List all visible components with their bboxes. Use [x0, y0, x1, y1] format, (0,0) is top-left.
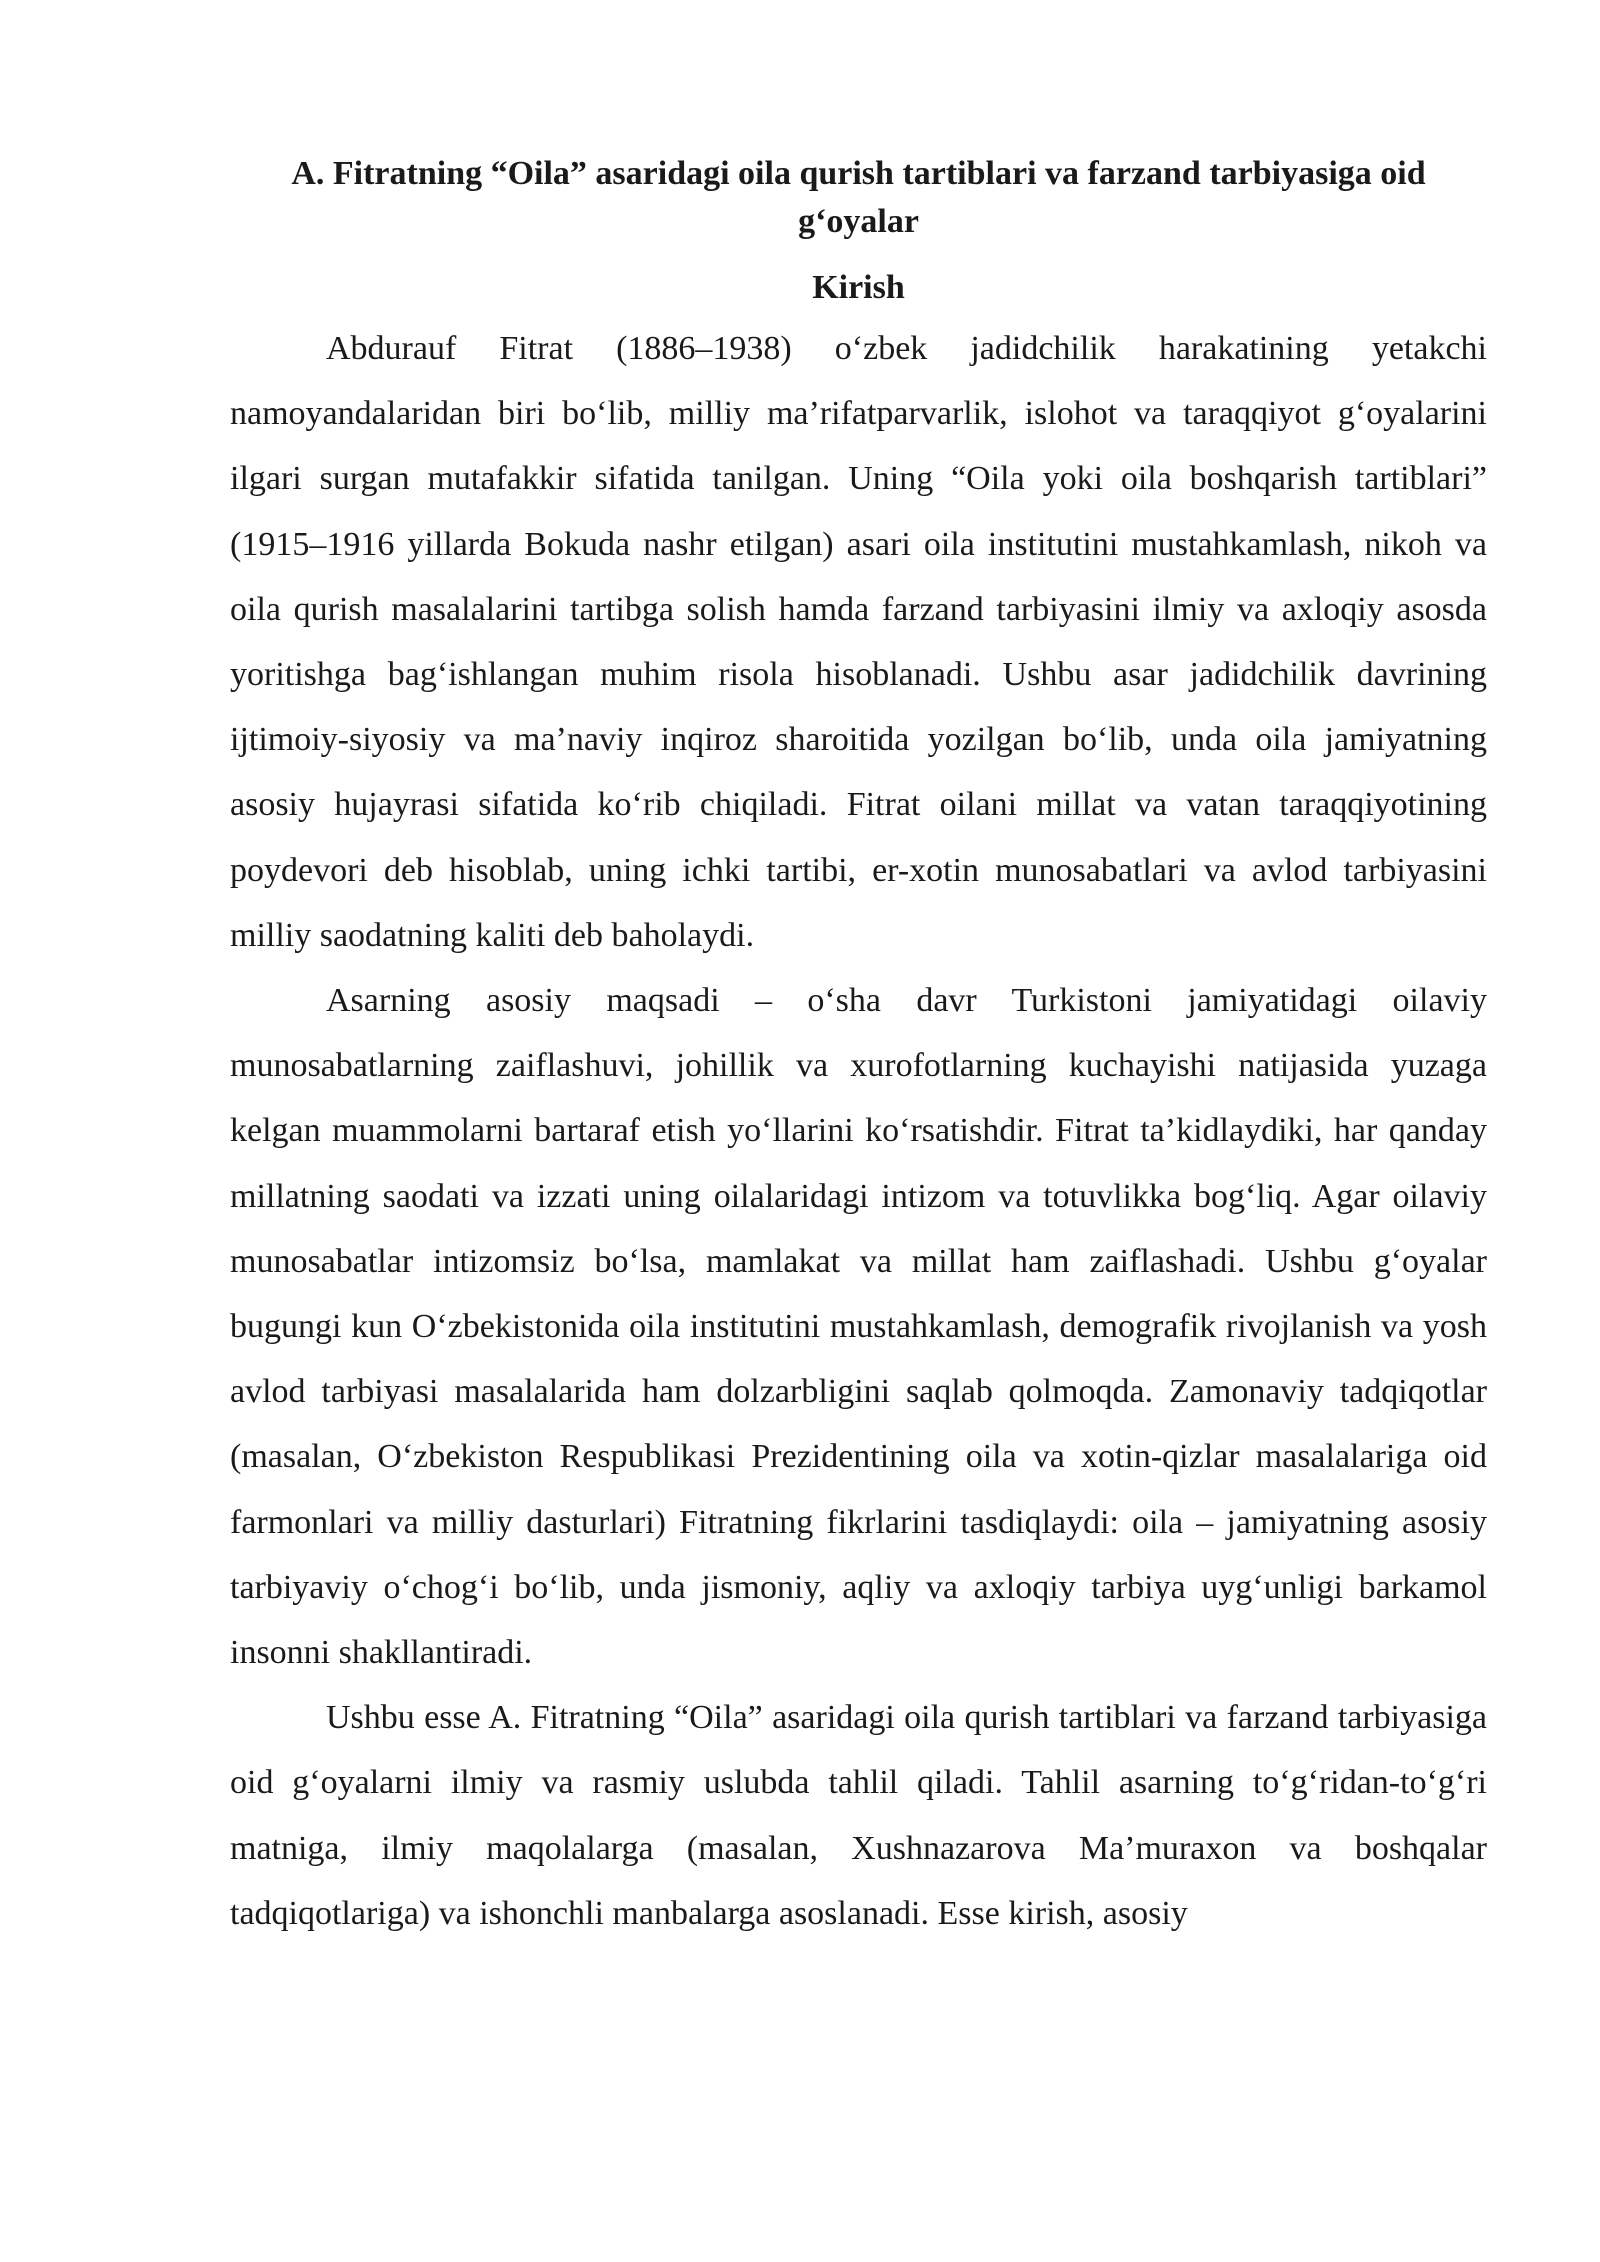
section-heading-kirish: Kirish	[812, 269, 905, 306]
paragraph-2: Asarning asosiy maqsadi – o‘sha davr Turkistoni jamiyatidagi oilaviy munosabatlarning zaiflashuvi, johillik va xurofotlarning kuchayishi natijasida yuzaga kelgan muammolarni bartaraf etish yo‘llarini ko‘rsatishdir. Fitrat ta’kidlaydiki, har qanday millatning saodati va izzati uning oilalaridagi intizom va totuvlikka bog‘liq. Agar oilaviy munosabatlar intizomsiz bo‘lsa, mamlakat va millat ham zaiflashadi. Ushbu g‘oyalar bugungi kun O‘zbekistonida oila institutini mustahkamlash, demografik rivojlanish va yosh avlod tarbiyasi masalalarida ham dolzarbligini saqlab qolmoqda. Zamonaviy tadqiqotlar (masalan, O‘zbekiston Respublikasi Prezidentining oila va xotin-qizlar masalalariga oid farmonlari va milliy dasturlari) Fitratning fikrlarini tasdiqlaydi: oila – jamiyatning asosiy tarbiyaviy o‘chog‘i bo‘lib, unda jismoniy, aqliy va axloqiy tarbiya uyg‘unligi barkamol insonni shakllantiradi.	[230, 982, 1487, 1672]
document-body	[230, 150, 1487, 1946]
paragraph-3: Ushbu esse A. Fitratning “Oila” asaridagi oila qurish tartiblari va farzand tarbiyasiga oid g‘oyalarni ilmiy va rasmiy uslubda tahlil qiladi. Tahlil asarning to‘g‘ridan-to‘g‘ri matniga, ilmiy maqolalarga (masalan, Xushnazarova Ma’muraxon va boshqalar tadqiqotlariga) va ishonchli manbalarga asoslanadi. Esse kirish, asosiy	[230, 1699, 1487, 1932]
document-title: A. Fitratning “Oila” asaridagi oila qurish tartiblari va farzand tarbiyasiga oid g‘oyalar	[291, 155, 1426, 240]
paragraph-1: Abdurauf Fitrat (1886–1938) o‘zbek jadidchilik harakatining yetakchi namoyandalaridan biri bo‘lib, milliy ma’rifatparvarlik, islohot va taraqqiyot g‘oyalarini ilgari surgan mutafakkir sifatida tanilgan. Uning “Oila yoki oila boshqarish tartiblari” (1915–1916 yillarda Bokuda nashr etilgan) asari oila institutini mustahkamlash, nikoh va oila qurish masalalarini tartibga solish hamda farzand tarbiyasini ilmiy va axloqiy asosda yoritishga bag‘ishlangan muhim risola hisoblanadi. Ushbu asar jadidchilik davrining ijtimoiy-siyosiy va ma’naviy inqiroz sharoitida yozilgan bo‘lib, unda oila jamiyatning asosiy hujayrasi sifatida ko‘rib chiqiladi. Fitrat oilani millat va vatan taraqqiyotining poydevori deb hisoblab, uning ichki tartibi, er-xotin munosabatlari va avlod tarbiyasini milliy saodatning kaliti deb baholaydi.	[230, 330, 1487, 954]
